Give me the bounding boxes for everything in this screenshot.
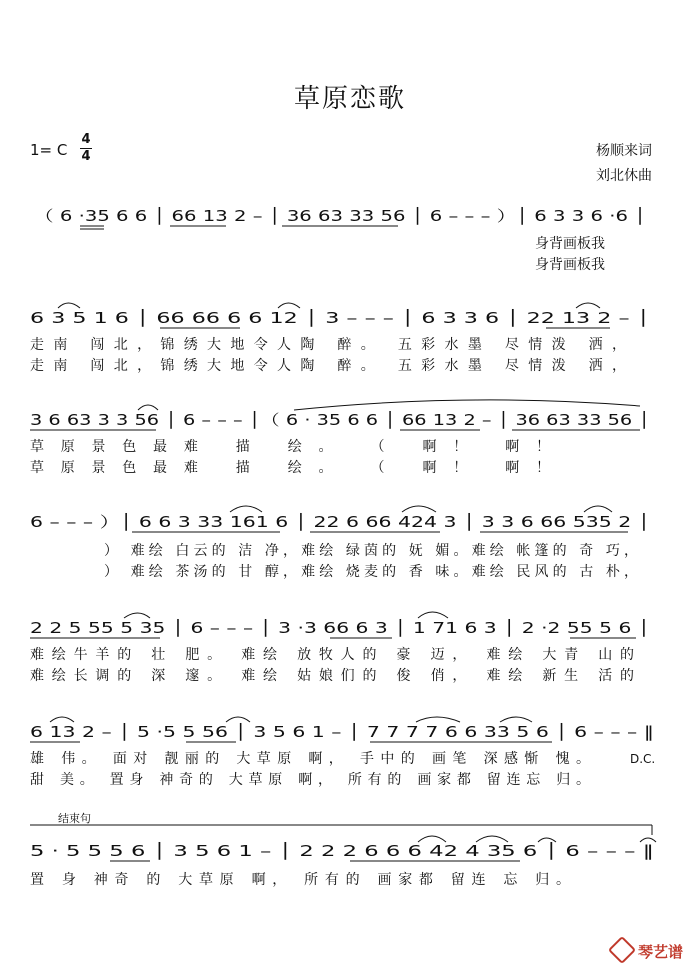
lyrics-row-1-verse-1: 身背画板我 xyxy=(535,236,605,252)
notes-row-6: 6 13 2 – │ 5 ·5 5 56 │ 3 5 6 1 – │ 7 7 7 7 6 6 33 5 6 │ 6 – – – ‖ xyxy=(30,723,488,741)
lyrics-row-3-verse-2: 草原景色最难 描 绘。 （ 啊！ 啊！ xyxy=(30,460,550,476)
lyrics-row-2-verse-2: 走南 闯北，锦绣大地令人陶 醉。 五彩水墨 尽情泼 洒， xyxy=(30,358,627,374)
brand-logo xyxy=(612,940,683,962)
lyrics-row-5-verse-2: 难绘长调的 深 邃。 难绘 姑娘们的 俊 俏， 难绘 新生 活的 xyxy=(30,668,634,684)
lyrics-row-6-verse-2: 甜 美。 置身 神奇的 大草原 啊， 所有的 画家都 留连忘 归。 xyxy=(30,772,590,788)
notes-row-1: （ 6 ·35 6 6 │ 66 13 2 – │ 36 63 33 56 │ 6 – – – ）│ 6 3 3 6 ·6 │ xyxy=(34,207,502,225)
lyrics-row-6-verse-1: 雄 伟。 面对 靓丽的 大草原 啊， 手中的 画笔 深感惭 愧。 xyxy=(30,751,591,767)
key-signature: 1= C xyxy=(30,141,68,159)
lyrics-row-4-verse-2: ） 难绘 茶汤的 甘 醇，难绘 烧麦的 香 味。难绘 民风的 古 朴， xyxy=(104,564,638,580)
time-sig-bottom: 4 xyxy=(81,149,91,164)
lyrics-row-5-verse-1: 难绘牛羊的 壮 肥。 难绘 放牧人的 豪 迈， 难绘 大青 山的 xyxy=(30,647,634,663)
brand-mark-icon xyxy=(608,936,636,964)
notes-row-3: 3 6 63 3 3 56 │ 6 – – – │（ 6 · 35 6 6 │ 66 13 2 – │ 36 63 33 56 │ xyxy=(30,411,512,429)
notes-row-4: 6 – – – ）│ 6 6 3 33 161 6 │ 22 6 66 424 3 │ 3 3 6 66 535 2 │ xyxy=(30,513,486,531)
lyrics-row-4-verse-1: ） 难绘 白云的 洁 净，难绘 绿茵的 妩 媚。难绘 帐篷的 奇 巧， xyxy=(104,543,638,559)
lyrics-row-3-verse-1: 草原景色最难 描 绘。 （ 啊！ 啊！ xyxy=(30,439,550,455)
notes-row-7: 5 · 5 5 5 6 │ 3 5 6 1 – │ 2 2 2 6 6 6 42 4 35 6 │ 6 – – – ‖ xyxy=(30,842,443,860)
notes-row-2: 6 3 5 1 6 │ 66 66 6 6 12 │ 3 – – – │ 6 3 3 6 │ 22 13 2 – │ xyxy=(30,309,449,327)
notes-row-5: 2 2 5 55 5 35 │ 6 – – – │ 3 ·3 66 6 3 │ 1 71 6 3 │ 2 ·2 55 5 6 │ xyxy=(30,619,489,637)
lyricist-credit: 杨顺来词 xyxy=(596,143,652,159)
brand-name: 琴艺谱 xyxy=(638,943,684,961)
ending-label: 结束句 xyxy=(58,812,91,825)
lyrics-row-1-verse-2: 身背画板我 xyxy=(535,257,605,273)
lyrics-row-7: 置 身 神奇 的 大草原 啊， 所有的 画家都 留连 忘 归。 xyxy=(30,872,570,888)
lyrics-row-2-verse-1: 走南 闯北，锦绣大地令人陶 醉。 五彩水墨 尽情泼 洒， xyxy=(30,337,627,353)
composer-credit: 刘北休曲 xyxy=(596,168,652,184)
da-capo-mark: D.C. xyxy=(630,752,656,766)
time-sig-top: 4 xyxy=(81,132,91,147)
song-title: 草原恋歌 xyxy=(293,84,406,114)
